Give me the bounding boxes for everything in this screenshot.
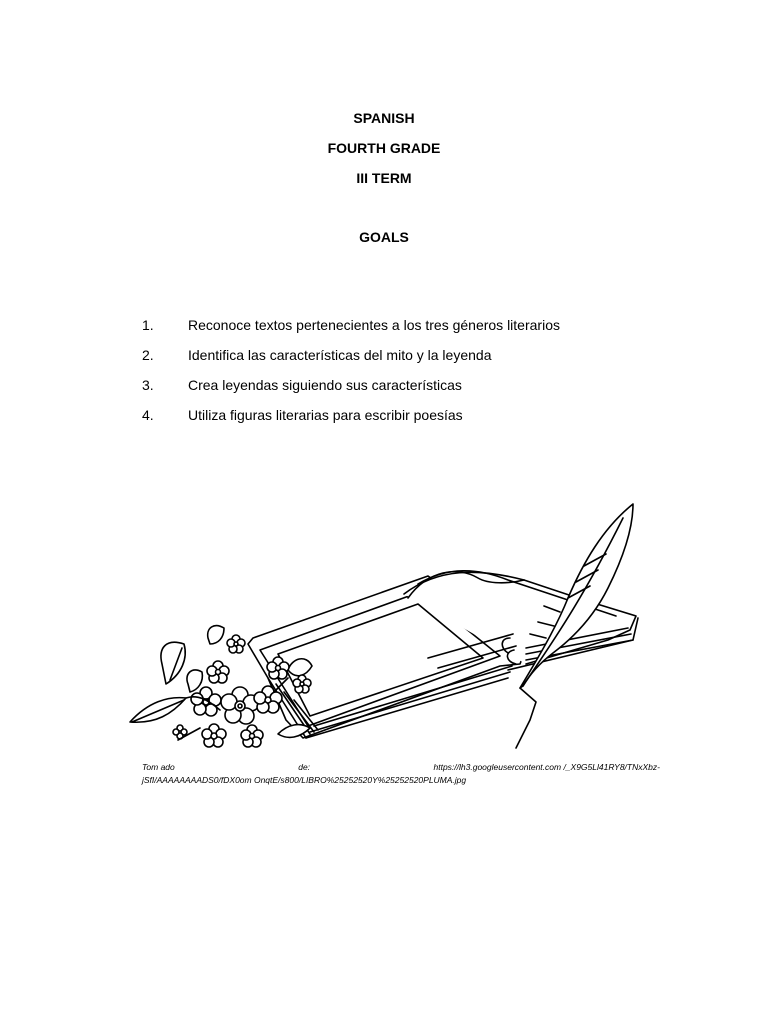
list-item bbox=[142, 317, 702, 347]
credit-de: de: bbox=[298, 762, 311, 772]
list-item bbox=[142, 377, 702, 407]
goal-text: Utiliza figuras literarias para escribir poesías bbox=[188, 407, 463, 423]
goal-number: 2. bbox=[142, 347, 154, 363]
image-credit-line bbox=[142, 762, 660, 772]
document-grade: FOURTH GRADE bbox=[327, 140, 441, 156]
goal-text: Identifica las características del mito y la leyenda bbox=[188, 347, 492, 363]
goal-number: 1. bbox=[142, 317, 154, 333]
section-title-goals: GOALS bbox=[359, 229, 409, 245]
goal-text: Crea leyendas siguiendo sus características bbox=[188, 377, 462, 393]
credit-url-part2: jSfI/AAAAAAAADS0/fDX0om OnqtE/s800/LIBRO%25252520Y%25252520PLUMA.jpg bbox=[142, 775, 467, 785]
list-item bbox=[142, 407, 702, 437]
credit-label: Tom ado bbox=[142, 762, 175, 772]
goals-list bbox=[142, 317, 702, 437]
list-item bbox=[142, 347, 702, 377]
goal-text: Reconoce textos pertenecientes a los tres géneros literarios bbox=[188, 317, 560, 333]
document-subject: SPANISH bbox=[353, 110, 415, 126]
goal-number: 3. bbox=[142, 377, 154, 393]
credit-url-part1: https://lh3.googleusercontent.com /_X9G5Ll41RY8/TNxXbz- bbox=[433, 762, 660, 772]
goal-number: 4. bbox=[142, 407, 154, 423]
book-quill-flowers-illustration bbox=[128, 488, 658, 762]
document-term: III TERM bbox=[356, 170, 412, 186]
